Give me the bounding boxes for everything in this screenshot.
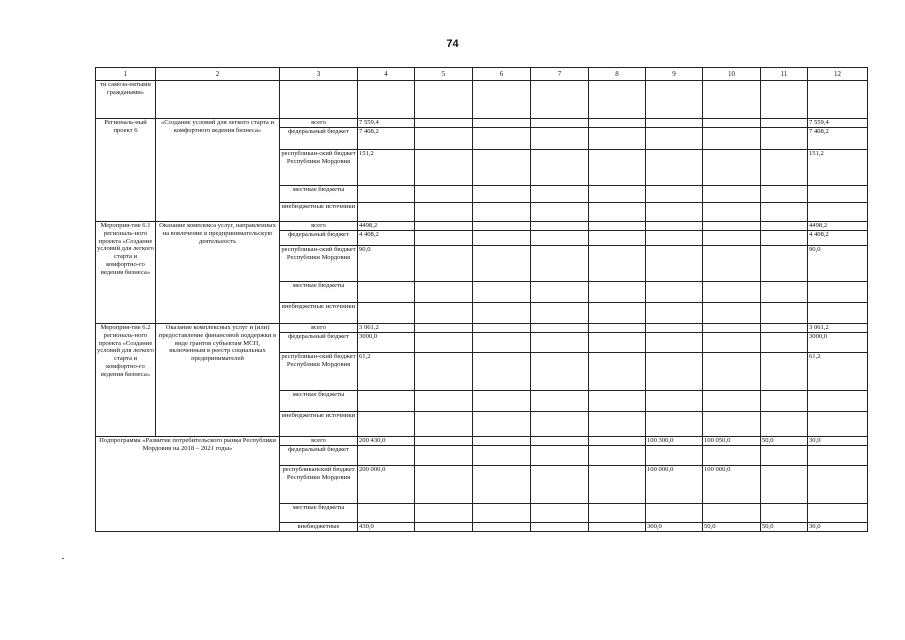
column-header: 1	[96, 68, 156, 81]
measure-description-cell: «Создание условий для легкого старта и комфортного ведения бизнеса»	[156, 119, 280, 222]
empty-cell	[808, 81, 868, 119]
empty-cell	[415, 282, 473, 303]
total-amount-cell: 90,0	[358, 246, 415, 282]
stray-mark	[62, 558, 64, 559]
empty-cell	[415, 333, 473, 353]
amount-cell-col11	[761, 150, 808, 186]
amount-cell-col10	[703, 353, 761, 391]
amount-cell-col12: 7 408,2	[808, 128, 868, 150]
table-body	[96, 68, 868, 532]
empty-cell	[358, 81, 415, 119]
empty-cell	[589, 391, 646, 412]
amount-cell-col10: 50,0	[703, 523, 761, 532]
amount-cell-col12: 4498,2	[808, 222, 868, 231]
funding-source-cell: местные бюджеты	[280, 504, 358, 523]
amount-cell-col9	[646, 446, 703, 466]
amount-cell-col11	[761, 246, 808, 282]
table-row	[96, 119, 868, 128]
empty-cell	[646, 81, 703, 119]
amount-cell-col12	[808, 303, 868, 324]
column-header: 7	[531, 68, 589, 81]
funding-source-cell: всего	[280, 324, 358, 333]
empty-cell	[761, 81, 808, 119]
empty-cell	[589, 504, 646, 523]
amount-cell-col9	[646, 119, 703, 128]
funding-source-cell: внебюджетные источники	[280, 412, 358, 437]
empty-cell	[589, 186, 646, 203]
amount-cell-col11	[761, 186, 808, 203]
column-header: 2	[156, 68, 280, 81]
amount-cell-col9	[646, 504, 703, 523]
empty-cell	[280, 81, 358, 119]
empty-cell	[473, 391, 531, 412]
amount-cell-col11	[761, 222, 808, 231]
funding-source-cell: местные бюджеты	[280, 391, 358, 412]
empty-cell	[415, 231, 473, 246]
total-amount-cell: 3 061,2	[358, 324, 415, 333]
amount-cell-col10: 100 050,0	[703, 437, 761, 446]
amount-cell-col11	[761, 324, 808, 333]
amount-cell-col9	[646, 203, 703, 222]
amount-cell-col11	[761, 119, 808, 128]
funding-source-cell: всего	[280, 119, 358, 128]
funding-source-cell: федеральный бюджет	[280, 333, 358, 353]
empty-cell	[473, 333, 531, 353]
empty-cell	[589, 412, 646, 437]
amount-cell-col11	[761, 353, 808, 391]
empty-cell	[531, 353, 589, 391]
amount-cell-col12: 30,0	[808, 523, 868, 532]
empty-cell	[473, 504, 531, 523]
empty-cell	[531, 504, 589, 523]
amount-cell-col12	[808, 203, 868, 222]
empty-cell	[589, 333, 646, 353]
total-amount-cell	[358, 186, 415, 203]
amount-cell-col12	[808, 446, 868, 466]
empty-cell	[703, 81, 761, 119]
amount-cell-col9	[646, 333, 703, 353]
empty-cell	[589, 222, 646, 231]
empty-cell	[473, 119, 531, 128]
total-amount-cell	[358, 203, 415, 222]
amount-cell-col9	[646, 282, 703, 303]
empty-cell	[473, 128, 531, 150]
amount-cell-col10	[703, 324, 761, 333]
empty-cell	[415, 203, 473, 222]
amount-cell-col10	[703, 246, 761, 282]
measure-description-cell: Оказание комплекса услуг, направленных на вовлечение в предпринимательскую деятельность	[156, 222, 280, 324]
amount-cell-col11	[761, 231, 808, 246]
amount-cell-col9	[646, 303, 703, 324]
empty-cell	[415, 466, 473, 504]
funding-source-cell: республикан-ский бюджет Республики Мордовия	[280, 353, 358, 391]
total-amount-cell: 430,0	[358, 523, 415, 532]
amount-cell-col10	[703, 203, 761, 222]
amount-cell-col11	[761, 466, 808, 504]
program-name-cell: Мероприя-тие 6.1 региональ-ного проекта «Создание условий для легкого старта и комфортно-го ведения бизнеса»	[96, 222, 156, 324]
amount-cell-col10	[703, 186, 761, 203]
measure-description-cell: Оказание комплексных услуг и (или) предоставление финансовой поддержки в виде грантов субъектам МСП, включенным в реестр социальных предпринимателей	[156, 324, 280, 437]
funding-source-cell: республиканский бюджет Республики Мордовия	[280, 466, 358, 504]
empty-cell	[415, 446, 473, 466]
amount-cell-col9	[646, 222, 703, 231]
funding-source-cell: внебюджетные	[280, 523, 358, 532]
empty-cell	[531, 391, 589, 412]
funding-source-cell: местные бюджеты	[280, 282, 358, 303]
empty-cell	[473, 437, 531, 446]
empty-cell	[531, 333, 589, 353]
empty-cell	[415, 81, 473, 119]
funding-source-cell: внебюджетные источники	[280, 203, 358, 222]
funding-source-cell: республикан-ский бюджет Республики Мордовия	[280, 150, 358, 186]
empty-cell	[415, 150, 473, 186]
amount-cell-col12: 90,0	[808, 246, 868, 282]
funding-source-cell: всего	[280, 222, 358, 231]
amount-cell-col9	[646, 324, 703, 333]
total-amount-cell: 61,2	[358, 353, 415, 391]
funding-source-cell: местные бюджеты	[280, 186, 358, 203]
amount-cell-col11	[761, 504, 808, 523]
empty-cell	[589, 119, 646, 128]
empty-cell	[473, 222, 531, 231]
total-amount-cell: 200 430,0	[358, 437, 415, 446]
amount-cell-col12	[808, 186, 868, 203]
amount-cell-col9	[646, 186, 703, 203]
column-header: 8	[589, 68, 646, 81]
empty-cell	[415, 437, 473, 446]
empty-cell	[589, 523, 646, 532]
amount-cell-col9	[646, 246, 703, 282]
empty-cell	[415, 246, 473, 282]
total-amount-cell: 200 000,0	[358, 466, 415, 504]
total-amount-cell: 7 559,4	[358, 119, 415, 128]
amount-cell-col10	[703, 119, 761, 128]
empty-cell	[589, 353, 646, 391]
amount-cell-col12	[808, 466, 868, 504]
amount-cell-col9: 300,0	[646, 523, 703, 532]
empty-cell	[531, 446, 589, 466]
amount-cell-col10	[703, 446, 761, 466]
empty-cell	[589, 324, 646, 333]
page-number: 74	[446, 38, 459, 50]
empty-cell	[531, 324, 589, 333]
program-name-cell: Мероприя-тие 6.2 региональ-ного проекта «Создание условий для легкого старта и комфортно-го ведения бизнеса»	[96, 324, 156, 437]
column-header-row	[96, 68, 868, 81]
empty-cell	[531, 523, 589, 532]
budget-table	[95, 67, 868, 532]
empty-cell	[473, 324, 531, 333]
funding-source-cell: республикан-ский бюджет Республики Мордовия	[280, 246, 358, 282]
amount-cell-col11	[761, 128, 808, 150]
empty-cell	[415, 523, 473, 532]
program-name-cell: Региональ-ный проект 6	[96, 119, 156, 222]
program-name-cell: ти самоза-нятыми гражданами»	[96, 81, 156, 119]
column-header: 6	[473, 68, 531, 81]
empty-cell	[415, 353, 473, 391]
amount-cell-col12: 151,2	[808, 150, 868, 186]
amount-cell-col12	[808, 282, 868, 303]
total-amount-cell	[358, 412, 415, 437]
total-amount-cell: 4 408,2	[358, 231, 415, 246]
empty-cell	[531, 81, 589, 119]
amount-cell-col12: 3000,0	[808, 333, 868, 353]
empty-cell	[415, 391, 473, 412]
table-row	[96, 81, 868, 119]
amount-cell-col11: 50,0	[761, 437, 808, 446]
empty-cell	[415, 186, 473, 203]
amount-cell-col11: 50,0	[761, 523, 808, 532]
empty-cell	[473, 282, 531, 303]
table-row	[96, 437, 868, 446]
total-amount-cell: 3000,0	[358, 333, 415, 353]
amount-cell-col12: 3 061,2	[808, 324, 868, 333]
amount-cell-col10	[703, 282, 761, 303]
amount-cell-col9	[646, 353, 703, 391]
program-name-cell: Подпрограмма «Развитие потребительского рынка Республики Мордовия на 2018 – 2021 годы»	[96, 437, 280, 532]
empty-cell	[531, 437, 589, 446]
amount-cell-col11	[761, 412, 808, 437]
empty-cell	[415, 222, 473, 231]
amount-cell-col11	[761, 333, 808, 353]
empty-cell	[473, 446, 531, 466]
amount-cell-col11	[761, 446, 808, 466]
empty-cell	[473, 523, 531, 532]
empty-cell	[589, 231, 646, 246]
table-row	[96, 222, 868, 231]
column-header: 12	[808, 68, 868, 81]
empty-cell	[473, 186, 531, 203]
empty-cell	[473, 246, 531, 282]
column-header: 11	[761, 68, 808, 81]
empty-cell	[473, 231, 531, 246]
empty-cell	[531, 128, 589, 150]
amount-cell-col12	[808, 391, 868, 412]
amount-cell-col10	[703, 412, 761, 437]
amount-cell-col10	[703, 303, 761, 324]
amount-cell-col12	[808, 504, 868, 523]
amount-cell-col10	[703, 222, 761, 231]
total-amount-cell	[358, 446, 415, 466]
amount-cell-col9	[646, 391, 703, 412]
empty-cell	[531, 203, 589, 222]
empty-cell	[589, 150, 646, 186]
total-amount-cell	[358, 282, 415, 303]
empty-cell	[473, 203, 531, 222]
empty-cell	[589, 81, 646, 119]
amount-cell-col9	[646, 412, 703, 437]
empty-cell	[531, 231, 589, 246]
column-header: 4	[358, 68, 415, 81]
empty-cell	[473, 466, 531, 504]
amount-cell-col12: 7 559,4	[808, 119, 868, 128]
empty-cell	[531, 466, 589, 504]
empty-cell	[531, 246, 589, 282]
empty-cell	[473, 412, 531, 437]
amount-cell-col9	[646, 150, 703, 186]
column-header: 9	[646, 68, 703, 81]
empty-cell	[415, 504, 473, 523]
empty-cell	[415, 128, 473, 150]
amount-cell-col9	[646, 128, 703, 150]
empty-cell	[589, 437, 646, 446]
amount-cell-col10	[703, 391, 761, 412]
amount-cell-col10	[703, 504, 761, 523]
total-amount-cell	[358, 391, 415, 412]
empty-cell	[589, 446, 646, 466]
amount-cell-col11	[761, 391, 808, 412]
amount-cell-col12: 61,2	[808, 353, 868, 391]
total-amount-cell	[358, 303, 415, 324]
amount-cell-col12: 30,0	[808, 437, 868, 446]
empty-cell	[531, 150, 589, 186]
funding-source-cell: федеральный бюджет	[280, 446, 358, 466]
amount-cell-col12	[808, 412, 868, 437]
column-header: 3	[280, 68, 358, 81]
empty-cell	[531, 119, 589, 128]
total-amount-cell: 7 408,2	[358, 128, 415, 150]
amount-cell-col11	[761, 203, 808, 222]
total-amount-cell	[358, 504, 415, 523]
amount-cell-col11	[761, 303, 808, 324]
empty-cell	[156, 81, 280, 119]
total-amount-cell: 151,2	[358, 150, 415, 186]
amount-cell-col9: 100 300,0	[646, 437, 703, 446]
empty-cell	[531, 412, 589, 437]
funding-source-cell: федеральный бюджет	[280, 231, 358, 246]
empty-cell	[589, 128, 646, 150]
amount-cell-col10	[703, 231, 761, 246]
empty-cell	[415, 324, 473, 333]
amount-cell-col9	[646, 231, 703, 246]
empty-cell	[589, 282, 646, 303]
empty-cell	[531, 303, 589, 324]
amount-cell-col12: 4 408,2	[808, 231, 868, 246]
empty-cell	[415, 303, 473, 324]
empty-cell	[589, 203, 646, 222]
funding-source-cell: всего	[280, 437, 358, 446]
amount-cell-col11	[761, 282, 808, 303]
empty-cell	[415, 119, 473, 128]
column-header: 5	[415, 68, 473, 81]
empty-cell	[589, 246, 646, 282]
empty-cell	[531, 282, 589, 303]
funding-source-cell: федеральный бюджет	[280, 128, 358, 150]
empty-cell	[531, 222, 589, 231]
empty-cell	[415, 412, 473, 437]
empty-cell	[589, 466, 646, 504]
amount-cell-col10: 100 000,0	[703, 466, 761, 504]
amount-cell-col10	[703, 150, 761, 186]
total-amount-cell: 4498,2	[358, 222, 415, 231]
empty-cell	[473, 303, 531, 324]
amount-cell-col9: 100 000,0	[646, 466, 703, 504]
amount-cell-col10	[703, 333, 761, 353]
table-row	[96, 324, 868, 333]
empty-cell	[473, 353, 531, 391]
empty-cell	[589, 303, 646, 324]
empty-cell	[473, 81, 531, 119]
empty-cell	[531, 186, 589, 203]
empty-cell	[473, 150, 531, 186]
funding-source-cell: внебюджетные источники	[280, 303, 358, 324]
amount-cell-col10	[703, 128, 761, 150]
column-header: 10	[703, 68, 761, 81]
